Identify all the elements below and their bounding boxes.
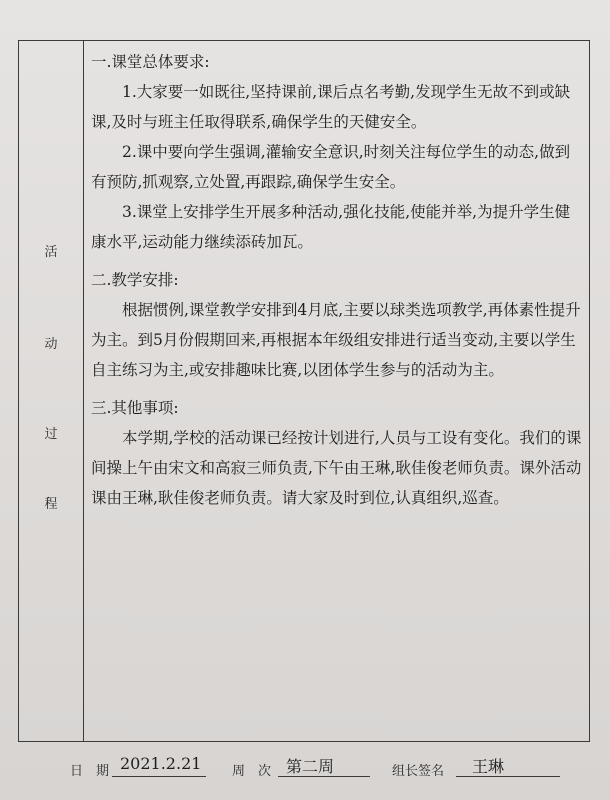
section-heading: 一.课堂总体要求: [91, 53, 210, 71]
form-footer [0, 752, 610, 784]
date-label: 日 期 [70, 764, 110, 779]
side-label-char: 活 [44, 245, 58, 260]
paragraph: 1.大家要一如既往,坚持课前,课后点名考勤,发现学生无故不到或缺课,及时与班主任取得联系,确保学生的天健安全。 [91, 83, 571, 131]
side-label-char: 程 [44, 497, 58, 512]
date-underline [112, 776, 206, 777]
section-heading: 三.其他事项: [91, 399, 179, 417]
activity-content [91, 47, 583, 737]
paragraph: 2.课中要向学生强调,灌输安全意识,时刻关注每位学生的动态,做到有预防,抓观察,立处置,再跟踪,确保学生安全。 [91, 143, 571, 191]
paragraph: 根据惯例,课堂教学安排到4月底,主要以球类选项教学,再体素性提升为主。到5月份假期回来,再根据本年级组安排进行适当变动,主要以学生自主练习为主,或安排趣味比赛,以团体学生参与的活动为主。 [91, 301, 581, 379]
side-label-char: 动 [44, 337, 58, 352]
signature-label: 组长签名 [392, 764, 445, 779]
section-heading: 二.教学安排: [91, 271, 179, 289]
week-label: 周 次 [232, 764, 272, 779]
paragraph: 3.课堂上安排学生开展多种活动,强化技能,使能并举,为提升学生健康水平,运动能力继续添砖加瓦。 [91, 203, 571, 251]
signature-value: 王琳 [472, 757, 505, 776]
signature-underline [456, 776, 560, 777]
activity-table [18, 40, 590, 742]
side-label-char: 过 [44, 427, 58, 442]
column-divider [83, 41, 84, 741]
date-value: 2021.2.21 [120, 754, 202, 773]
week-underline [278, 776, 370, 777]
week-value: 第二周 [286, 757, 335, 776]
paragraph: 本学期,学校的活动课已经按计划进行,人员与工设有变化。我们的课间操上午由宋文和高寂三师负责,下午由王琳,耿佳俊老师负责。课外活动课由王琳,耿佳俊老师负责。请大家及时到位,认真组织,巡查。 [91, 429, 582, 507]
